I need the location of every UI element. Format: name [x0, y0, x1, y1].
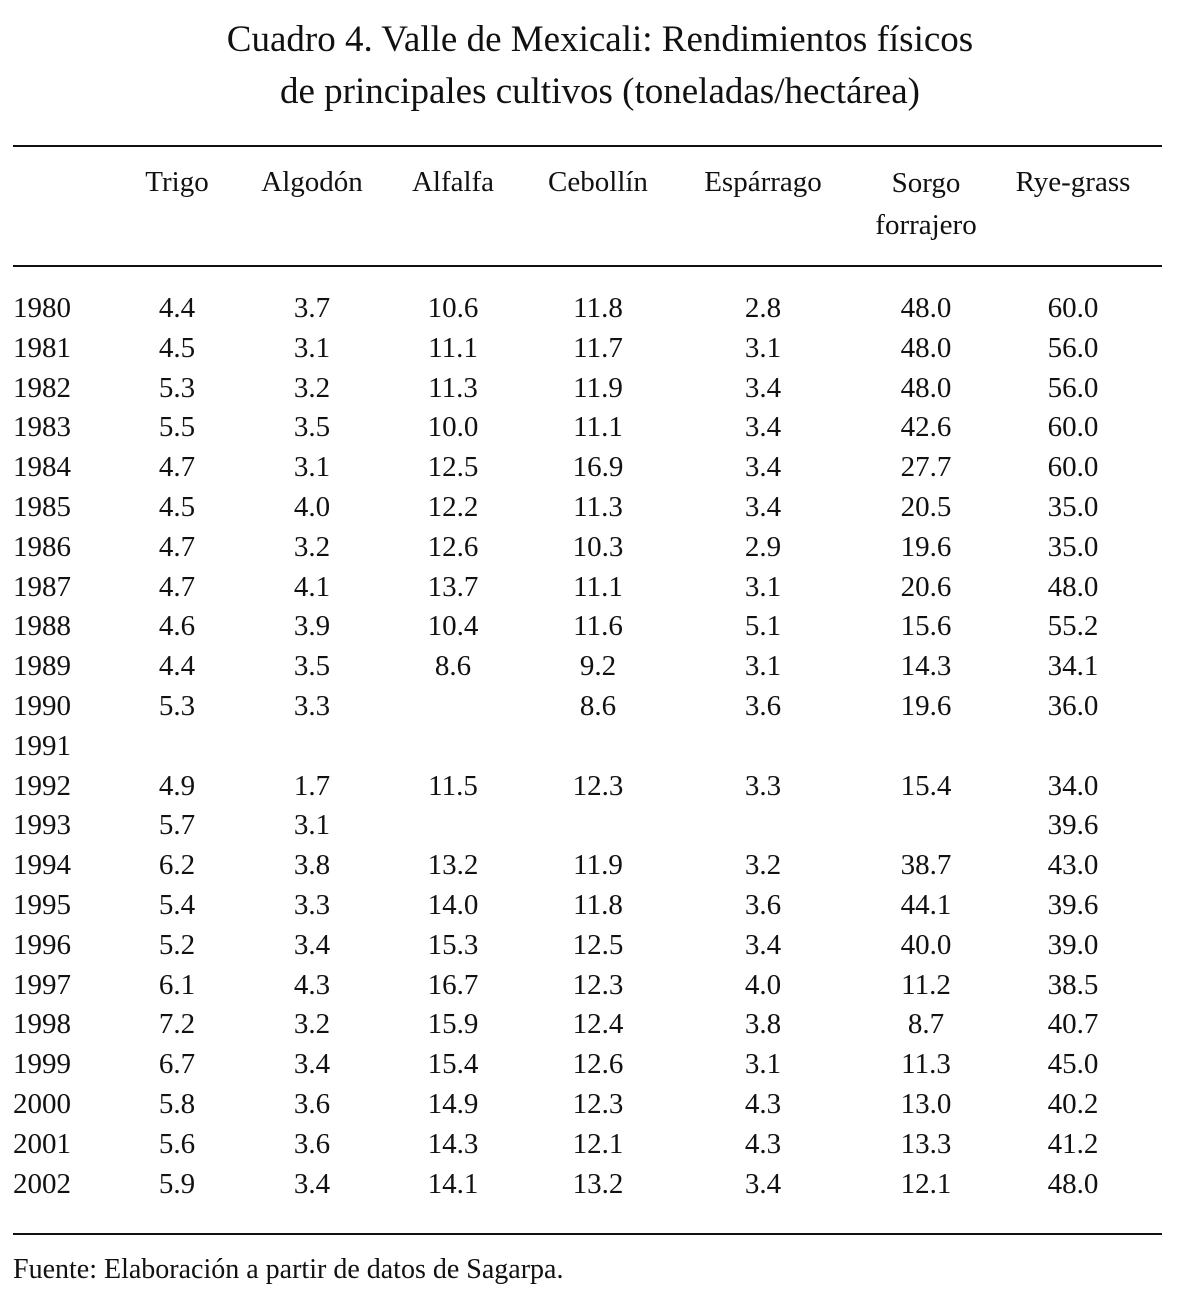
value-cell: 48.0 — [900, 331, 952, 364]
table-row — [0, 487, 1200, 527]
value-cell: 14.0 — [427, 889, 479, 921]
column-header-algodon: Algodón — [261, 166, 363, 198]
value-cell: 12.1 — [572, 1127, 624, 1160]
value-cell: 8.6 — [579, 690, 617, 722]
value-cell: 3.2 — [293, 530, 331, 563]
value-cell: 11.2 — [901, 968, 951, 1001]
value-cell: 10.0 — [427, 411, 479, 444]
value-cell: 3.4 — [293, 928, 331, 961]
value-cell: 3.3 — [293, 690, 331, 722]
value-cell: 7.2 — [158, 1008, 196, 1041]
table-title — [0, 14, 1200, 118]
value-cell: 4.0 — [744, 968, 782, 1001]
year-cell: 2000 — [13, 1088, 71, 1120]
value-cell: 5.7 — [158, 809, 196, 842]
year-cell: 1995 — [13, 889, 71, 921]
value-cell: 14.3 — [427, 1127, 479, 1160]
value-cell: 3.1 — [293, 331, 331, 364]
value-cell: 5.3 — [158, 690, 196, 722]
column-header-alfalfa: Alfalfa — [411, 166, 495, 198]
value-cell: 5.6 — [158, 1127, 196, 1160]
value-cell: 11.7 — [573, 331, 623, 364]
value-cell: 3.2 — [293, 1008, 331, 1041]
bottom-rule — [13, 1233, 1162, 1235]
column-header-rye-grass: Rye-grass — [1015, 166, 1131, 198]
value-cell: 3.2 — [744, 849, 782, 882]
year-cell: 1990 — [13, 690, 71, 722]
value-cell: 2.9 — [744, 530, 782, 563]
value-cell: 3.4 — [293, 1167, 331, 1200]
value-cell: 11.1 — [573, 570, 623, 603]
value-cell: 11.5 — [428, 769, 478, 802]
value-cell: 12.3 — [572, 968, 624, 1001]
value-cell: 35.0 — [1047, 491, 1099, 523]
value-cell: 19.6 — [900, 530, 952, 563]
value-cell: 60.0 — [1047, 411, 1099, 444]
value-cell: 11.3 — [901, 1048, 951, 1081]
year-cell: 1988 — [13, 610, 71, 643]
value-cell: 11.3 — [428, 371, 478, 404]
value-cell: 3.4 — [744, 371, 782, 404]
value-cell: 14.3 — [900, 650, 952, 683]
value-cell: 3.4 — [744, 1167, 782, 1200]
value-cell: 34.1 — [1047, 650, 1099, 683]
value-cell: 3.9 — [293, 610, 331, 643]
value-cell: 14.1 — [427, 1167, 479, 1200]
table-row — [0, 606, 1200, 646]
value-cell: 5.5 — [158, 411, 196, 444]
table-row — [0, 726, 1200, 766]
value-cell: 6.2 — [158, 849, 196, 882]
value-cell: 38.5 — [1047, 968, 1099, 1001]
table-row — [0, 368, 1200, 408]
value-cell: 13.7 — [427, 570, 479, 603]
top-rule — [13, 145, 1162, 147]
year-cell: 1996 — [13, 928, 71, 961]
value-cell: 3.4 — [744, 928, 782, 961]
value-cell: 48.0 — [1047, 570, 1099, 603]
year-cell: 1986 — [13, 530, 71, 563]
value-cell: 3.3 — [293, 889, 331, 921]
value-cell: 4.3 — [744, 1088, 782, 1120]
value-cell: 12.6 — [572, 1048, 624, 1081]
year-cell: 1989 — [13, 650, 71, 683]
value-cell: 15.9 — [427, 1008, 479, 1041]
value-cell: 56.0 — [1047, 371, 1099, 404]
table-row — [0, 925, 1200, 965]
value-cell: 5.8 — [158, 1088, 196, 1120]
table-row — [0, 965, 1200, 1005]
value-cell: 3.3 — [744, 769, 782, 802]
value-cell: 3.8 — [744, 1008, 782, 1041]
value-cell: 39.6 — [1047, 889, 1099, 921]
value-cell: 42.6 — [900, 411, 952, 444]
value-cell: 15.4 — [900, 769, 952, 802]
value-cell: 13.2 — [572, 1167, 624, 1200]
value-cell: 9.2 — [579, 650, 617, 683]
value-cell: 5.2 — [158, 928, 196, 961]
value-cell: 2.8 — [744, 292, 782, 324]
value-cell: 56.0 — [1047, 331, 1099, 364]
value-cell: 16.9 — [572, 451, 624, 484]
value-cell: 40.0 — [900, 928, 952, 961]
value-cell: 40.7 — [1047, 1008, 1099, 1041]
table-row — [0, 1044, 1200, 1084]
value-cell: 5.4 — [158, 889, 196, 921]
year-cell: 1997 — [13, 968, 71, 1001]
table-title-line-2: de principales cultivos (toneladas/hectárea) — [279, 71, 921, 112]
year-cell: 1983 — [13, 411, 71, 444]
table-row — [0, 288, 1200, 328]
year-cell: 1984 — [13, 451, 71, 484]
value-cell: 13.0 — [900, 1088, 952, 1120]
value-cell: 8.6 — [434, 650, 472, 683]
value-cell: 5.3 — [158, 371, 196, 404]
table-row — [0, 527, 1200, 567]
value-cell: 35.0 — [1047, 530, 1099, 563]
value-cell: 4.4 — [158, 650, 196, 683]
value-cell: 10.6 — [427, 292, 479, 324]
value-cell: 40.2 — [1047, 1088, 1099, 1120]
column-header-sorgo-forrajero: Sorgo forrajero — [875, 167, 977, 241]
table-title-line-1: Cuadro 4. Valle de Mexicali: Rendimientos físicos — [226, 19, 974, 60]
value-cell: 4.0 — [293, 491, 331, 523]
table-row — [0, 407, 1200, 447]
value-cell: 19.6 — [900, 690, 952, 722]
value-cell: 4.3 — [744, 1127, 782, 1160]
value-cell: 3.1 — [744, 1048, 782, 1081]
value-cell: 11.6 — [573, 610, 623, 643]
value-cell: 4.5 — [158, 331, 196, 364]
value-cell: 12.6 — [427, 530, 479, 563]
value-cell: 12.1 — [900, 1167, 952, 1200]
value-cell: 4.7 — [158, 570, 196, 603]
value-cell: 36.0 — [1047, 690, 1099, 722]
value-cell: 5.1 — [744, 610, 782, 643]
table-row — [0, 805, 1200, 845]
year-cell: 1999 — [13, 1048, 71, 1081]
value-cell: 4.7 — [158, 451, 196, 484]
table-row — [0, 328, 1200, 368]
column-header-esparrago: Espárrago — [704, 166, 822, 198]
year-cell: 1994 — [13, 849, 71, 882]
value-cell: 3.1 — [293, 451, 331, 484]
value-cell: 12.5 — [427, 451, 479, 484]
value-cell: 3.2 — [293, 371, 331, 404]
value-cell: 48.0 — [1047, 1167, 1099, 1200]
value-cell: 5.9 — [158, 1167, 196, 1200]
table-row — [0, 686, 1200, 726]
column-header-cebollin: Cebollín — [548, 166, 648, 198]
table-row — [0, 1124, 1200, 1164]
value-cell: 45.0 — [1047, 1048, 1099, 1081]
value-cell: 10.3 — [572, 530, 624, 563]
table-row — [0, 567, 1200, 607]
year-cell: 1992 — [13, 769, 71, 802]
value-cell: 44.1 — [900, 889, 952, 921]
value-cell: 3.1 — [744, 331, 782, 364]
value-cell: 3.1 — [744, 570, 782, 603]
table-row — [0, 1164, 1200, 1204]
year-cell: 1985 — [13, 491, 71, 523]
value-cell: 6.1 — [158, 968, 196, 1001]
value-cell: 48.0 — [900, 371, 952, 404]
year-cell: 1987 — [13, 570, 71, 603]
value-cell: 4.4 — [158, 292, 196, 324]
value-cell: 4.6 — [158, 610, 196, 643]
value-cell: 4.3 — [293, 968, 331, 1001]
value-cell: 39.6 — [1047, 809, 1099, 842]
header-rule — [13, 265, 1162, 267]
value-cell: 12.3 — [572, 769, 624, 802]
value-cell: 15.6 — [900, 610, 952, 643]
year-cell: 2002 — [13, 1167, 71, 1200]
year-cell: 1981 — [13, 331, 71, 364]
table-row — [0, 1084, 1200, 1124]
value-cell: 3.6 — [744, 690, 782, 722]
value-cell: 20.6 — [900, 570, 952, 603]
value-cell: 3.6 — [293, 1127, 331, 1160]
value-cell: 3.6 — [293, 1088, 331, 1120]
value-cell: 4.5 — [158, 491, 196, 523]
value-cell: 55.2 — [1047, 610, 1099, 643]
value-cell: 3.6 — [744, 889, 782, 921]
table-row — [0, 766, 1200, 806]
value-cell: 11.1 — [428, 331, 478, 364]
value-cell: 3.1 — [293, 809, 331, 842]
value-cell: 11.9 — [573, 849, 623, 882]
year-cell: 2001 — [13, 1127, 71, 1160]
value-cell: 3.7 — [293, 292, 331, 324]
value-cell: 48.0 — [900, 292, 952, 324]
value-cell: 8.7 — [907, 1008, 945, 1041]
year-cell: 1982 — [13, 371, 71, 404]
value-cell: 11.8 — [573, 292, 623, 324]
value-cell: 11.9 — [573, 371, 623, 404]
value-cell: 3.8 — [293, 849, 331, 882]
value-cell: 13.3 — [900, 1127, 952, 1160]
value-cell: 1.7 — [293, 769, 331, 802]
value-cell: 3.1 — [744, 650, 782, 683]
value-cell: 15.4 — [427, 1048, 479, 1081]
value-cell: 12.4 — [572, 1008, 624, 1041]
value-cell: 12.3 — [572, 1088, 624, 1120]
table-row — [0, 845, 1200, 885]
value-cell: 20.5 — [900, 491, 952, 523]
value-cell: 4.1 — [293, 570, 331, 603]
value-cell: 6.7 — [158, 1048, 196, 1081]
value-cell: 11.1 — [573, 411, 623, 444]
value-cell: 34.0 — [1047, 769, 1099, 802]
table-row — [0, 447, 1200, 487]
value-cell: 3.5 — [293, 650, 331, 683]
value-cell: 39.0 — [1047, 928, 1099, 961]
source-note: Fuente: Elaboración a partir de datos de Sagarpa. — [13, 1254, 564, 1285]
value-cell: 38.7 — [900, 849, 952, 882]
year-cell: 1998 — [13, 1008, 71, 1041]
table-row — [0, 1004, 1200, 1044]
value-cell: 12.2 — [427, 491, 479, 523]
value-cell: 13.2 — [427, 849, 479, 882]
value-cell: 41.2 — [1047, 1127, 1099, 1160]
value-cell: 15.3 — [427, 928, 479, 961]
value-cell: 4.7 — [158, 530, 196, 563]
value-cell: 16.7 — [427, 968, 479, 1001]
year-cell: 1980 — [13, 292, 71, 324]
value-cell: 11.3 — [573, 491, 623, 523]
value-cell: 3.4 — [293, 1048, 331, 1081]
value-cell: 3.4 — [744, 411, 782, 444]
column-header-trigo: Trigo — [145, 166, 209, 198]
value-cell: 4.9 — [158, 769, 196, 802]
value-cell: 10.4 — [427, 610, 479, 643]
value-cell: 12.5 — [572, 928, 624, 961]
year-cell: 1993 — [13, 809, 71, 842]
value-cell: 3.4 — [744, 451, 782, 484]
value-cell: 14.9 — [427, 1088, 479, 1120]
value-cell: 3.5 — [293, 411, 331, 444]
year-cell: 1991 — [13, 729, 71, 762]
value-cell: 43.0 — [1047, 849, 1099, 882]
value-cell: 60.0 — [1047, 292, 1099, 324]
value-cell: 27.7 — [900, 451, 952, 484]
value-cell: 60.0 — [1047, 451, 1099, 484]
value-cell: 11.8 — [573, 889, 623, 921]
value-cell: 3.4 — [744, 491, 782, 523]
table-row — [0, 646, 1200, 686]
table-row — [0, 885, 1200, 925]
